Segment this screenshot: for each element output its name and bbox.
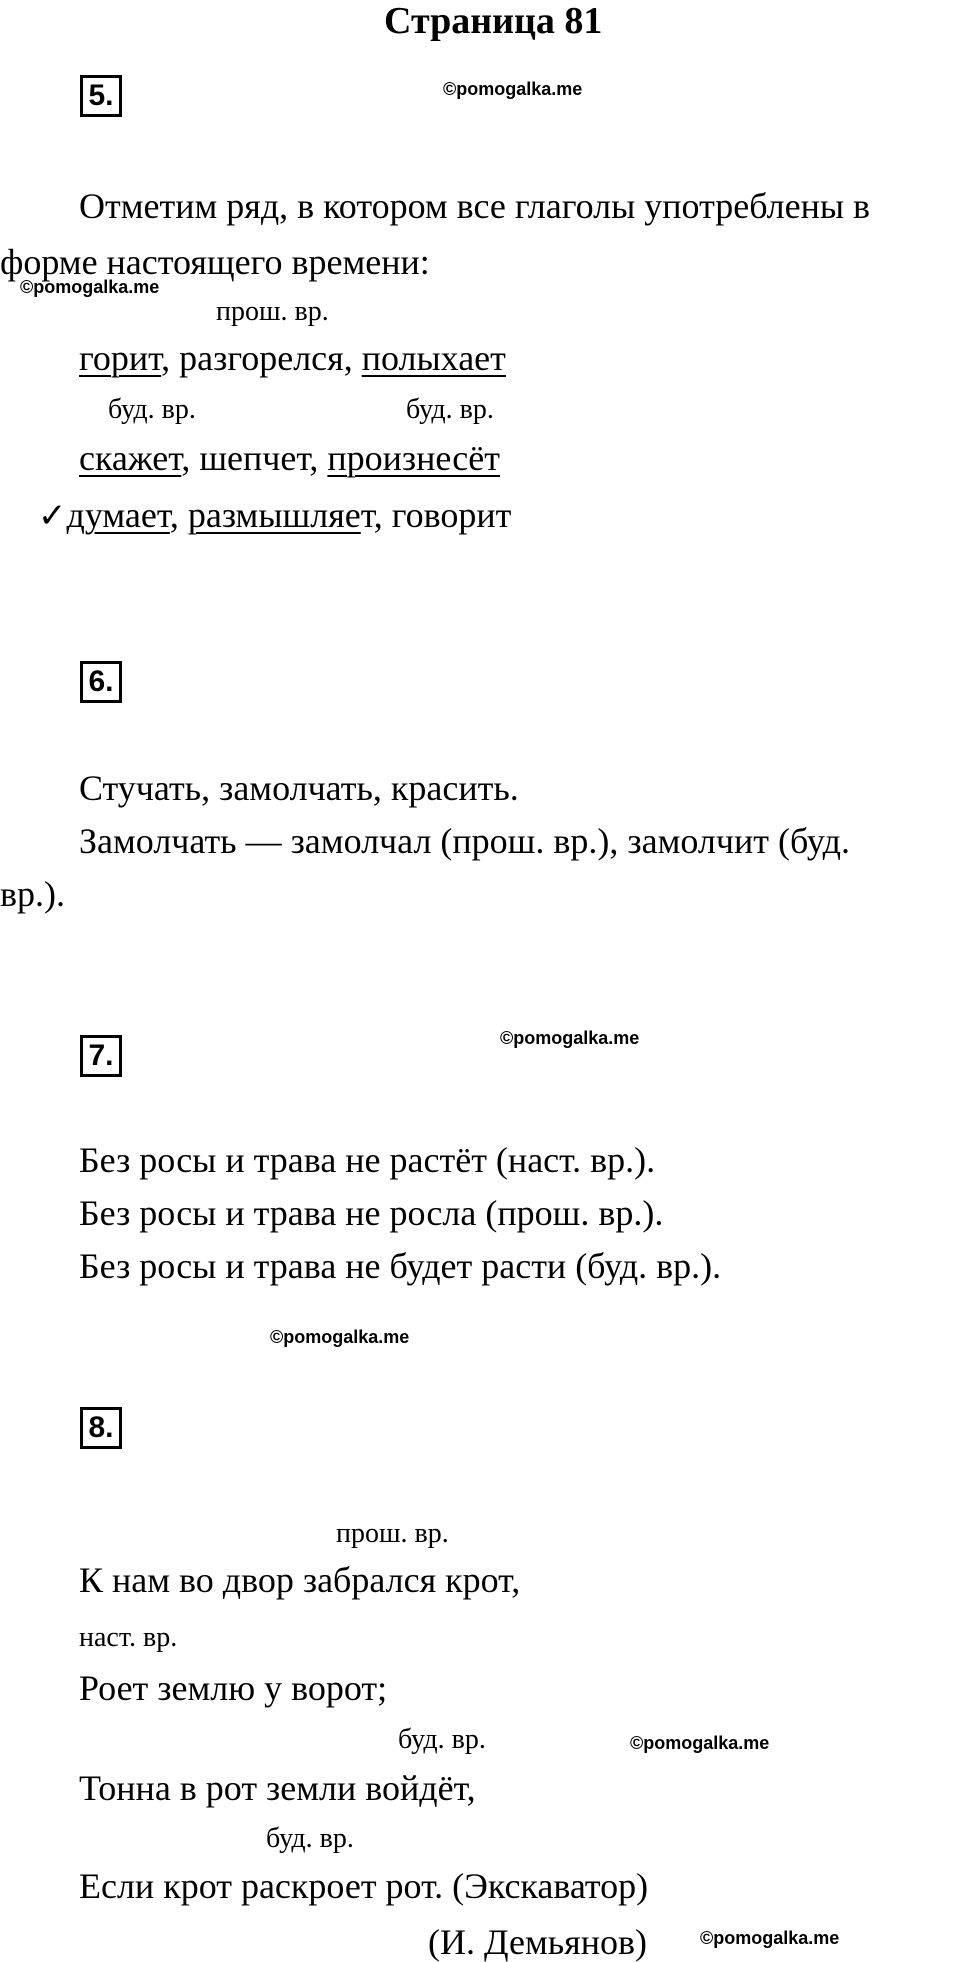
watermark: ©pomogalka.me <box>20 277 160 297</box>
plain-text: , шепчет, <box>181 438 328 478</box>
checkmark-icon: ✓ <box>38 496 67 536</box>
watermark: ©pomogalka.me <box>700 1928 840 1948</box>
task-7-line-2: Без росы и трава не росла (прош. вр.). <box>79 1193 664 1233</box>
task-6-line-2: Замолчать — замолчал (прош. вр.), замолчит (буд. <box>79 821 850 861</box>
page-title: Страница 81 <box>384 0 603 42</box>
task-8-note-2: наст. вр. <box>79 1622 178 1653</box>
task-8-line-1: К нам во двор забрался крот, <box>79 1560 521 1600</box>
plain-text: , разгорелся, <box>161 338 362 378</box>
task-7-line-1: Без росы и трава не растёт (наст. вр.). <box>79 1140 656 1180</box>
task-8-line-3: Тонна в рот земли войдёт, <box>79 1768 476 1808</box>
task-5-intro-line-2: форме настоящего времени: <box>0 242 430 282</box>
task-8-note-1: прош. вр. <box>336 1518 449 1549</box>
task-8-line-4: Если крот раскроет рот. (Экскаватор) <box>79 1866 649 1906</box>
watermark: ©pomogalka.me <box>630 1733 770 1753</box>
plain-text: , <box>169 495 188 535</box>
task-5-row-2-note-1: буд. вр. <box>108 394 196 425</box>
task-5-intro-line-1: Отметим ряд, в котором все глаголы употреблены в <box>79 186 871 226</box>
task-7-number: 7. <box>80 1035 122 1077</box>
task-8-note-4: буд. вр. <box>266 1823 354 1854</box>
task-6-line-1: Стучать, замолчать, красить. <box>79 768 519 808</box>
watermark: ©pomogalka.me <box>443 79 583 99</box>
underlined-verb: думает <box>66 495 170 535</box>
task-5-row-2-note-2: буд. вр. <box>406 394 494 425</box>
task-5-row-1 <box>79 340 506 376</box>
task-6-line-3: вр.). <box>0 874 65 914</box>
task-8-line-2: Роет землю у ворот; <box>79 1668 388 1708</box>
task-5-row-2 <box>79 440 500 476</box>
task-8-number: 8. <box>80 1407 122 1449</box>
underlined-verb: горит <box>79 338 162 378</box>
task-6-number: 6. <box>80 661 122 703</box>
underlined-verb: размышляе <box>187 495 361 535</box>
underlined-verb: произнесёт <box>327 438 500 478</box>
underlined-verb: полыхает <box>361 338 506 378</box>
watermark: ©pomogalka.me <box>500 1028 640 1048</box>
task-7-line-3: Без росы и трава не будет расти (буд. вр.). <box>79 1246 722 1286</box>
task-5-row-1-note: прош. вр. <box>216 296 329 327</box>
plain-text: т, говорит <box>360 495 512 535</box>
task-8-author: (И. Демьянов) <box>428 1922 647 1962</box>
task-5-row-3 <box>38 495 512 536</box>
underlined-verb: скажет <box>79 438 182 478</box>
task-8-note-3: буд. вр. <box>398 1724 486 1755</box>
watermark: ©pomogalka.me <box>270 1327 410 1347</box>
task-5-number: 5. <box>80 75 122 117</box>
